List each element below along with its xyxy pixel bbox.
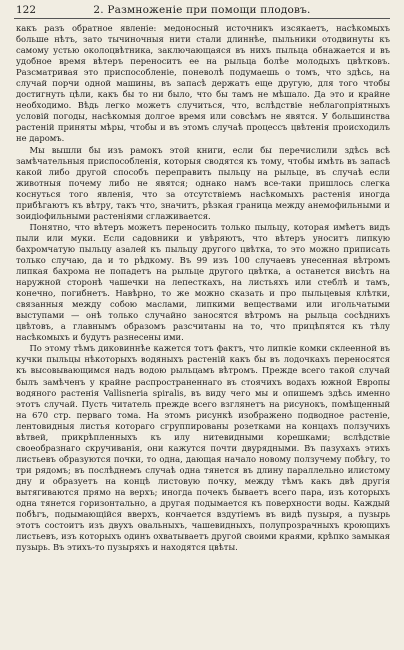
paragraph: По этому тѣмъ диковиннѣе кажется тотъ фактъ, что липкіе комки склеенной въ кучки пыльцы нѣкоторыхъ водяныхъ растеній какъ бы въ лодочкахъ переносятся къ высовывающимся надъ водою рыльцамъ вѣтромъ. Прежде всего такой случай былъ замѣченъ у крайне распространеннаго въ стоячихъ водахъ южной Европы водяного растенія Vallisneria spiralis, въ виду чего мы и опишемъ здѣсь именно этотъ случай. Пусть читатель прежде всего взглянетъ на рисунокъ, помѣщенный на 670 стр. перваго тома. На этомъ рисункѣ изображено подводное растеніе, лентовидныя листья котораго сгруппированы розетками на концахъ ползучихъ вѣтвей, прикрѣпленныхъ къ илу нитевидными корешками; вслѣдствіе своеобразнаго скручиванія, они кажутся почти двурядными. Въ пазухахъ этихъ листьевъ образуются почки, то одна, дающая начало новому ползучему побѣгу, то три рядомъ; въ послѣднемъ случаѣ одна тянется въ длину параллельно илистому дну и образуетъ на концѣ листовую почку, между тѣмъ какъ двѣ другія вытягиваются прямо на верхъ; иногда почекъ бываетъ всего пара, изъ которыхъ одна тянется горизонтально, а другая подымается къ поверхности воды. Каждый побѣгъ, подымающійся вверхъ, кончается вздутіемъ въ видѣ пузыря, а пузырь этотъ состоитъ изъ двухъ овальныхъ, чашевидныхъ, полупрозрачныхъ кроющихъ листьевъ, изъ которыхъ одинъ охватываетъ другой своими краями, крѣпко замыкая пузырь. Въ этихъ-то пузыряхъ и находятся цвѣты. [16,343,390,553]
page-header [14,0,390,18]
paragraph: Мы вышли бы изъ рамокъ этой книги, если бы перечислили здѣсь всѣ замѣчательныя приспособленія, которыя сводятся къ тому, чтобы имѣть въ запасѣ какой либо другой способъ переправить пыльцу на рыльце, въ случаѣ если животныя почему либо не явятся; однако намъ все-таки пришлось слегка коснуться того явленія, что за отсутствіемъ насѣкомыхъ растенія иногда прибѣгаютъ къ вѣтру, такъ что, значитъ, рѣзкая граница между анемофильными и зоидіофильными растеніями сглаживается. [16,144,390,221]
page-body [16,23,390,553]
header-rule [14,18,390,19]
paragraph: какъ разъ обратное явленіе: медоносный источникъ изсякаетъ, насѣкомыхъ больше нѣтъ, зато тычиночныя нити стали длиннѣе, пыльники отодвинуты къ самому устью околоцвѣтника, заключающаяся въ нихъ пыльца обнажается и въ удобное время вѣтеръ переноситъ ее на рыльца болѣе молодыхъ цвѣтковъ. Разсматривая это приспособленіе, поневолѣ подумаешь о томъ, что здѣсь, на случай порчи одной машины, въ запасѣ держатъ еще другую, для того чтобы достигнуть цѣли, какъ бы то ни было, что бы тамъ не мѣшало. Да это и крайне необходимо. Вѣдь легко можетъ случиться, что, вслѣдствіе неблагопріятныхъ условій погоды, насѣкомыя долгое время или совсѣмъ не явятся. У большинства растеній приняты мѣры, чтобы и въ этомъ случаѣ процессъ цвѣтенія происходилъ не даромъ. [16,23,390,144]
paragraph: Понятно, что вѣтеръ можетъ переносить только пыльцу, которая имѣетъ видъ пыли или муки. Если садовники и увѣряютъ, что вѣтеръ уноситъ липкую бахромчатую пыльцу азалей къ пыльцу другого цвѣтка, то это можно приписать только случаю, да и то рѣдкому. Въ 99 изъ 100 случаевъ унесенная вѣтромъ липкая бахрома не попадетъ на рыльце другого цвѣтка, а останется висѣть на наружной сторонѣ чашечки на лепесткахъ, на листьяхъ или стеблѣ и тамъ, конечно, погибнетъ. Навѣрно, то же можно сказать и про пыльцевыя клѣтки, связанныя между собою маслами, липкими веществами или игольчатыми выступами — онѣ только случайно заносятся вѣтромъ на рыльца сосѣднихъ цвѣтовъ, а главнымъ образомъ разсчитаны на то, что прицѣпятся къ тѣлу насѣкомыхъ и будутъ разнесены ими. [16,221,390,343]
page-number: 122 [16,4,37,16]
running-title: 2. Размноженіе при помощи плодовъ. [93,4,311,16]
